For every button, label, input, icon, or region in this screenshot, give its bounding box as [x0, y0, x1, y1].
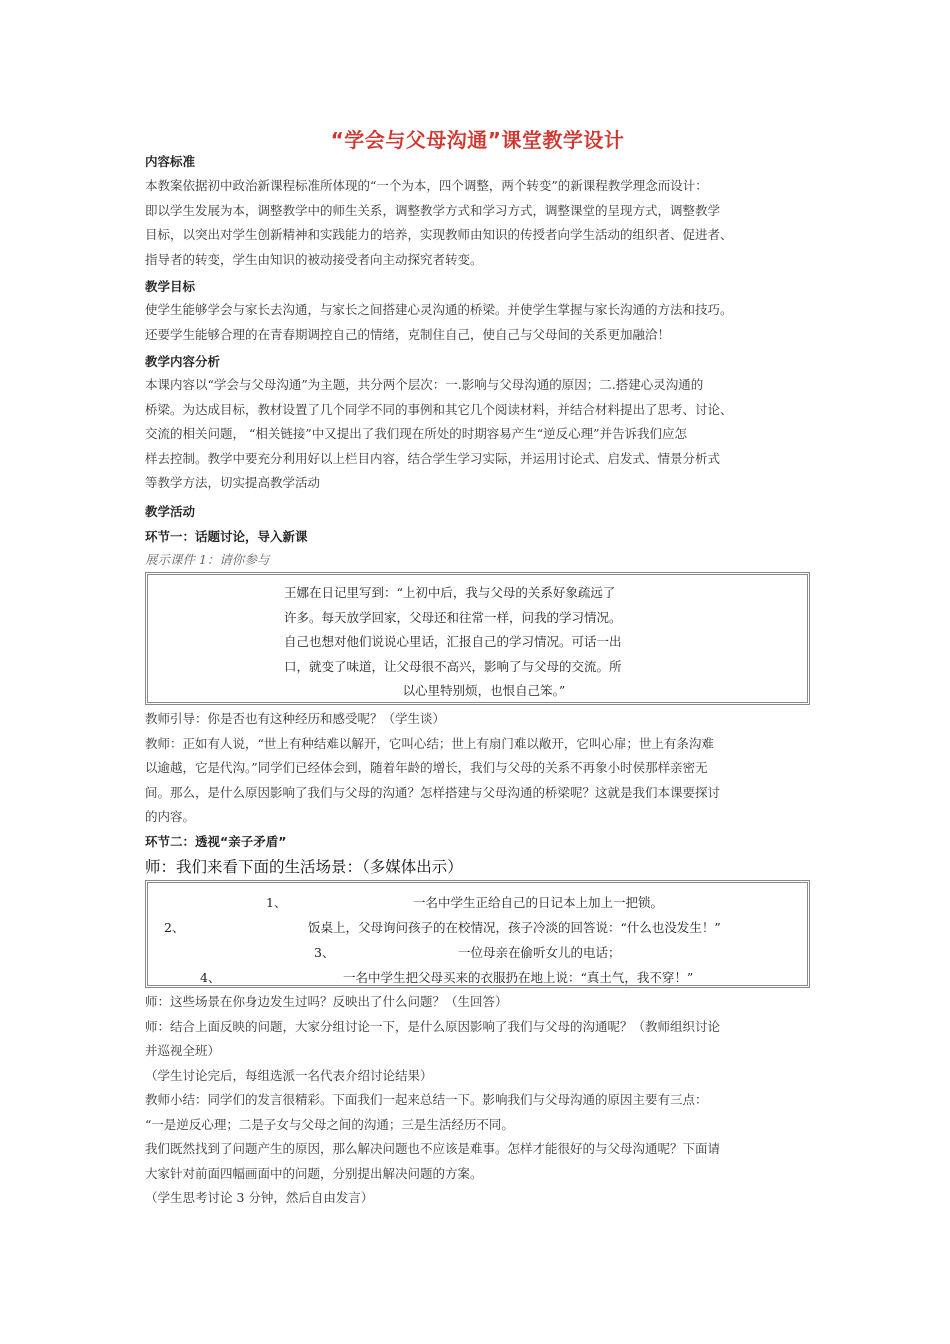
scene-item [148, 964, 807, 989]
paragraph-discussion [145, 990, 810, 1211]
text-line: 以逾越，它是代沟。”同学们已经体会到，随着年龄的增长，我们与父母的关系不再象小时侯那样亲密无 [145, 760, 708, 775]
text-line: 展示课件 1：请你参与 [145, 552, 270, 567]
text-line: 师：结合上面反映的问题，大家分组讨论一下，是什么原因影响了我们与父母的沟通呢？（教师组织讨论 [145, 1018, 721, 1034]
text-line: 目标，以突出对学生创新精神和实践能力的培养，实现教师由知识的传授者向学生活动的组织者、促进者、 [145, 227, 733, 242]
box-line: 以心里特别烦，也恨自己笨。” [402, 683, 566, 698]
scene-item [148, 914, 807, 939]
scene-text: 饭桌上，父母询问孩子的在校情况，孩子冷淡的回答说：“什么也没发生！” [308, 920, 721, 935]
text-line: 本课内容以“学会与父母沟通”为主题，共分两个层次：一.影响与父母沟通的原因；二.搭建心灵沟通的 [145, 377, 704, 392]
text-line: 本教案依据初中政治新课程标准所体现的“一个为本，四个调整，两个转变”的新课程教学理念而设计： [145, 178, 708, 193]
box-line: 王娜在日记里写到：“上初中后，我与父母的关系好象疏远了 [284, 585, 616, 600]
text-line: “一是逆反心理；二是子女与父母之间的沟通；三是生活经历不同。 [145, 1116, 514, 1132]
text-line: 即以学生发展为本，调整教学中的师生关系，调整教学方式和学习方式，调整课堂的呈现方式，调整教学 [145, 202, 721, 218]
text-line: 教师引导：你是否也有这种经历和感受呢？（学生谈） [145, 711, 446, 726]
scene-list-box [145, 880, 810, 988]
scene-number: 3、 [314, 945, 335, 960]
text-line: 大家针对前面四幅画面中的问题，分别提出解决问题的方案。 [145, 1165, 483, 1181]
scene-number: 2、 [164, 920, 185, 935]
text-line: 教师：正如有人说，“世上有种结难以解开，它叫心结；世上有扇门难以敞开，它叫心扉；世上有条沟难 [145, 735, 714, 751]
document-title: “学会与父母沟通”课堂教学设计 [330, 128, 625, 152]
text-line: （学生思考讨论 3 分钟，然后自由发言） [145, 1190, 374, 1205]
paragraph-content-standard [145, 174, 810, 272]
box-line: 许多。每天放学回家，父母还和往常一样，问我的学习情况。 [284, 609, 622, 625]
text-line: 还要学生能够合理的在青春期调控自己的情绪，克制住自己，使自己与父母间的关系更加融洽！ [145, 326, 671, 342]
paragraph-teaching-goal [145, 298, 810, 347]
text-line: 间。那么，是什么原因影响了我们与父母的沟通？怎样搭建与父母沟通的桥梁呢？这就是我们本课要探讨 [145, 784, 721, 800]
text-line: 使学生能够学会与家长去沟通，与家长之间搭建心灵沟通的桥梁。并使学生掌握与家长沟通的方法和技巧。 [145, 302, 733, 317]
paragraph-teacher-guide [145, 707, 810, 830]
heading-teaching-goal: 教学目标 [145, 279, 196, 294]
courseware-label [145, 548, 810, 573]
text-line: 交流的相关问题， “相关链接”中又提出了我们现在所处的时期容易产生“逆反心理”并告诉我们应怎 [145, 426, 688, 441]
text-line: 桥梁。为达成目标，教材设置了几个同学不同的事例和其它几个阅读材料，并结合材料提出了思考、讨论、 [145, 401, 733, 417]
text-line: 的内容。 [145, 809, 196, 824]
heading-teaching-activity: 教学活动 [145, 504, 196, 519]
scene-number: 4、 [200, 970, 221, 985]
multimedia-intro-line: 师：我们来看下面的生活场景：（多媒体出示） [145, 858, 463, 876]
text-line: （学生讨论完后，每组选派一名代表介绍讨论结果） [145, 1067, 433, 1083]
text-line: 指导者的转变，学生由知识的被动接受者向主动探究者转变。 [145, 251, 483, 267]
scene-text: 一名中学生正给自己的日记本上加上一把锁。 [413, 895, 664, 910]
text-line: 样去控制。教学中要充分利用好以上栏目内容，结合学生学习实际，并运用讨论式、启发式、情景分析式 [145, 450, 721, 466]
scene-text: 一名中学生把父母买来的衣服扔在地上说：“真土气，我不穿！” [343, 970, 694, 985]
scene-item [148, 889, 807, 914]
scene-item [148, 939, 807, 964]
text-line: 等教学方法，切实提高教学活动 [145, 475, 321, 490]
text-line: 教师小结：同学们的发言很精彩。下面我们一起来总结一下。影响我们与父母沟通的原因主要有三点： [145, 1092, 708, 1107]
scene-text: 一位母亲在偷听女儿的电话； [458, 945, 621, 960]
paragraph-content-analysis [145, 373, 810, 496]
text-line: 我们既然找到了问题产生的原因，那么解决问题也不应该是难事。怎样才能很好的与父母沟通呢？下面请 [145, 1141, 721, 1156]
box-line: 自己也想对他们说说心里话，汇报自己的学习情况。可话一出 [284, 634, 622, 649]
text-line: 并巡视全班） [145, 1043, 221, 1058]
heading-step-one: 环节一：话题讨论，导入新课 [145, 529, 308, 544]
heading-content-standard: 内容标准 [145, 154, 196, 169]
heading-step-two: 环节二：透视“亲子矛盾” [145, 834, 287, 849]
box-line: 口，就变了味道，让父母很不高兴，影响了与父母的交流。所 [284, 658, 622, 674]
heading-content-analysis: 教学内容分析 [145, 354, 221, 369]
scene-number: 1、 [266, 895, 287, 910]
courseware-box-diary [145, 572, 810, 705]
text-line: 师：这些场景在你身边发生过吗？反映出了什么问题？（生回答） [145, 994, 508, 1009]
